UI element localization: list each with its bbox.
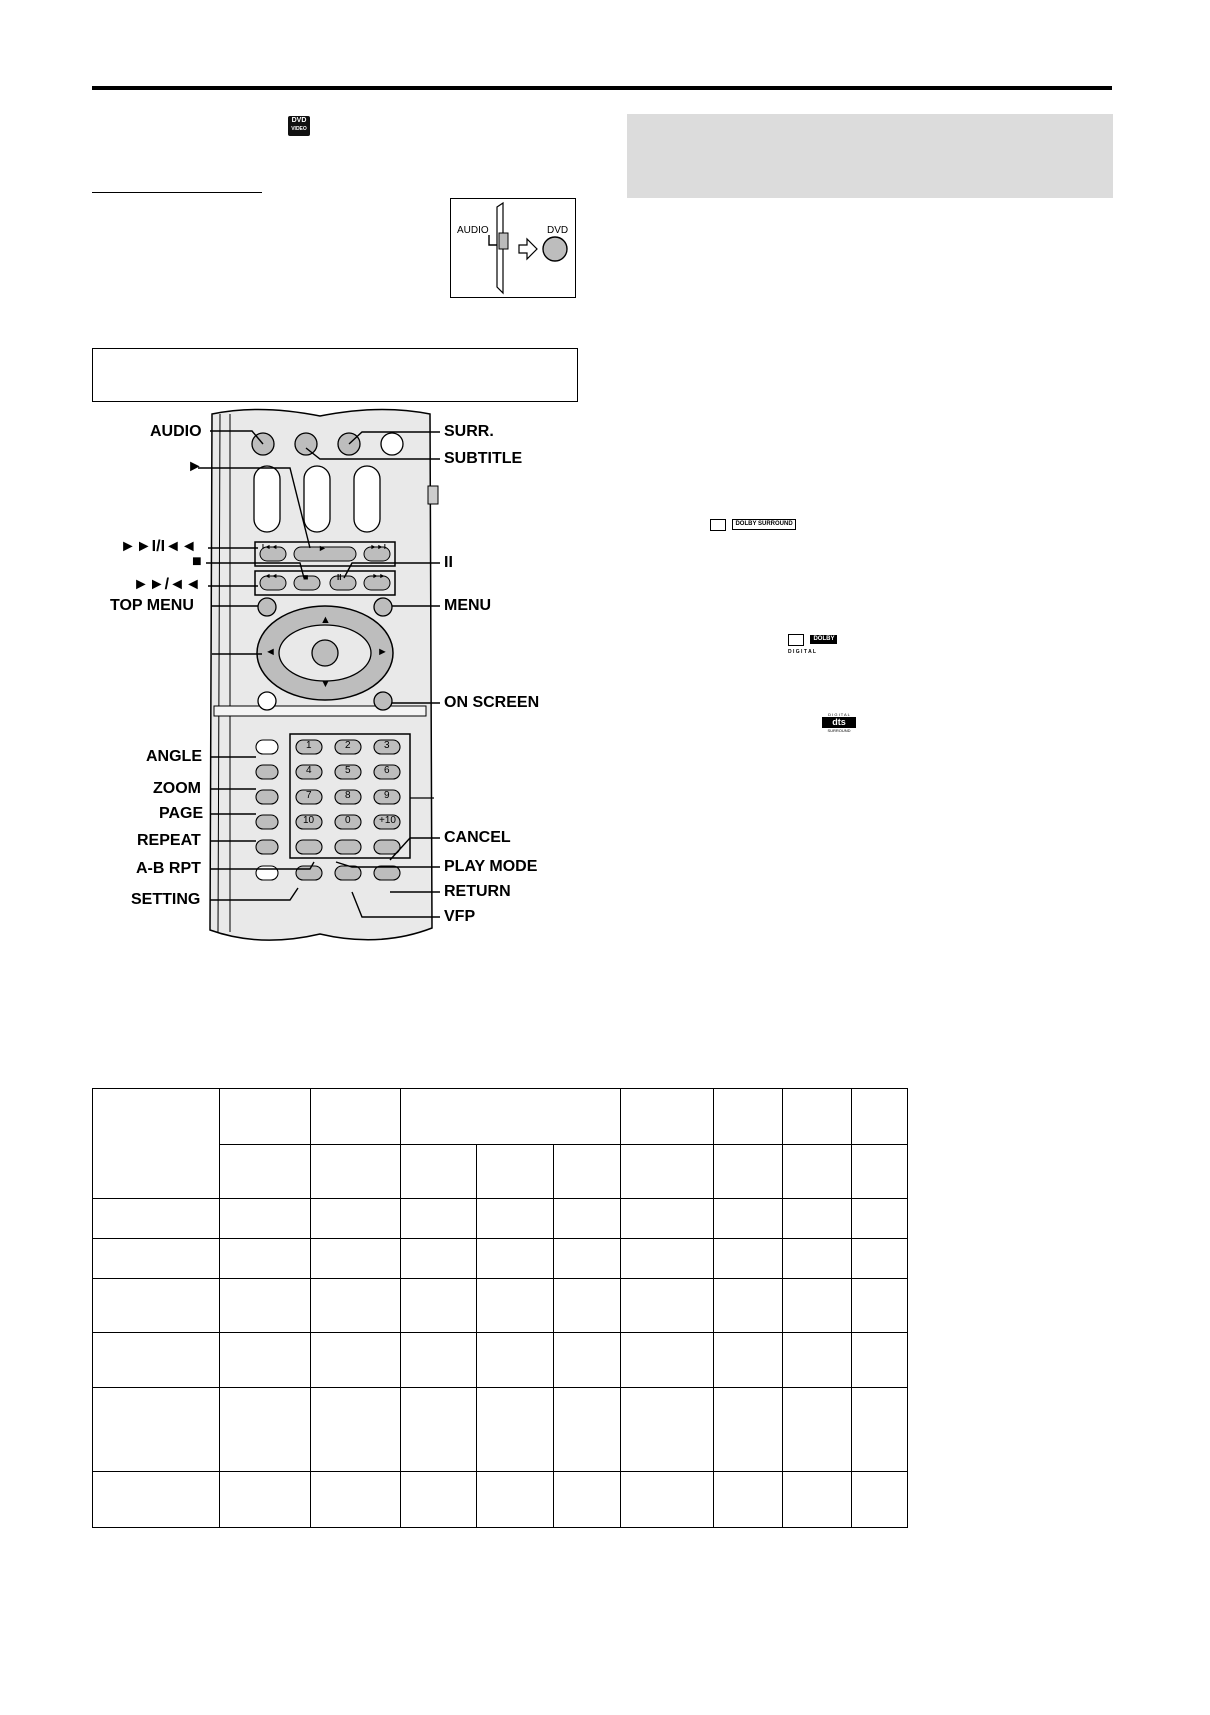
key-4[interactable]: 4 [306,765,312,776]
stop-icon[interactable]: ■ [303,572,309,582]
dts-top-text: D I G I T A L [828,712,850,717]
table-cell [311,1145,401,1199]
dts-bottom-text: SURROUND [827,728,851,733]
rewind-icon[interactable]: ◄◄ [264,573,278,580]
table-cell [220,1333,311,1388]
key-2[interactable]: 2 [345,740,351,751]
table-cell [220,1089,311,1145]
label-zoom: ZOOM [153,780,201,797]
table-row [93,1199,908,1239]
table-cell [554,1472,621,1528]
table-cell [477,1239,554,1279]
dts-logo [822,712,856,733]
table-cell [93,1239,220,1279]
dolby-digital-bottom-text: D I G I T A L [788,649,816,655]
key-5[interactable]: 5 [345,765,351,776]
table-cell [783,1388,852,1472]
key-1[interactable]: 1 [306,740,312,751]
table-row [93,1279,908,1333]
table-cell [554,1239,621,1279]
switch-audio-label: AUDIO [457,225,489,236]
label-skip: ►►I/I◄◄ [120,538,197,555]
dvd-badge-line2: VIDEO [291,126,307,132]
table-cell [621,1145,714,1199]
table-cell [477,1333,554,1388]
table-cell [783,1279,852,1333]
table-cell [401,1472,477,1528]
table-cell [783,1089,852,1145]
label-on-screen: ON SCREEN [444,694,540,711]
nav-right-icon[interactable]: ► [377,646,388,658]
table-cell [220,1145,311,1199]
table-cell [220,1388,311,1472]
table-cell [852,1472,908,1528]
table-row [93,1089,908,1145]
dvd-badge-line1: DVD [291,117,307,124]
skip-back-icon[interactable]: I◄◄ [262,544,278,551]
table-cell [783,1239,852,1279]
key-0[interactable]: 0 [345,815,351,826]
table-cell [401,1199,477,1239]
dts-mid-text: dts [822,717,856,728]
dolby-digital-double-d-icon [788,634,804,646]
table-cell [554,1145,621,1199]
key-8[interactable]: 8 [345,790,351,801]
table-cell [311,1239,401,1279]
nav-down-icon[interactable]: ▼ [320,678,331,690]
table-cell [93,1279,220,1333]
table-cell [401,1089,621,1145]
table-cell [401,1333,477,1388]
table-cell [93,1472,220,1528]
label-angle: ANGLE [146,748,202,765]
table-cell [714,1333,783,1388]
table-cell [477,1279,554,1333]
table-cell [477,1145,554,1199]
table-cell [621,1333,714,1388]
label-pause: II [444,554,453,571]
table-cell [714,1199,783,1239]
table-row [93,1472,908,1528]
audio-format-table [92,1088,908,1528]
table-cell [852,1089,908,1145]
table-cell [311,1199,401,1239]
table-cell [477,1472,554,1528]
switch-dvd-label: DVD [547,225,569,236]
table-cell [621,1279,714,1333]
table-cell [93,1199,220,1239]
table-row [93,1239,908,1279]
table-cell [621,1089,714,1145]
label-return: RETURN [444,883,511,900]
play-icon[interactable]: ► [318,543,327,553]
label-menu: MENU [444,597,492,614]
table-cell [852,1388,908,1472]
table-cell [554,1388,621,1472]
table-cell [311,1388,401,1472]
label-ab-rpt: A-B RPT [136,860,201,877]
table-cell [220,1239,311,1279]
dolby-surround-text: DOLBY SURROUND [732,519,795,530]
table-cell [311,1472,401,1528]
skip-forward-icon[interactable]: ►►I [370,544,386,551]
table-cell [220,1472,311,1528]
label-repeat: REPEAT [137,832,201,849]
table-cell [554,1279,621,1333]
table-cell [714,1239,783,1279]
fast-forward-icon[interactable]: ►► [372,573,386,580]
table-cell [714,1279,783,1333]
table-cell [621,1199,714,1239]
key-plus10[interactable]: +10 [379,815,396,826]
table-cell [714,1472,783,1528]
table-cell [93,1388,220,1472]
table-cell [220,1279,311,1333]
table-cell [783,1333,852,1388]
key-10[interactable]: 10 [303,815,315,826]
table-cell [852,1279,908,1333]
table-cell [311,1333,401,1388]
table-cell [401,1145,477,1199]
table-cell [783,1472,852,1528]
table-cell [220,1199,311,1239]
label-cancel: CANCEL [444,829,511,846]
label-play-mode: PLAY MODE [444,858,538,875]
label-audio: AUDIO [150,423,202,440]
label-surr: SURR. [444,423,494,440]
table-row [93,1333,908,1388]
dolby-surround-logo [710,516,796,528]
table-cell [852,1145,908,1199]
label-setting: SETTING [131,891,201,908]
table-cell [621,1388,714,1472]
table-cell [93,1089,220,1199]
table-cell [477,1199,554,1239]
key-6[interactable]: 6 [384,765,390,776]
label-play: ► [187,458,203,475]
table-cell [554,1199,621,1239]
table-cell [554,1333,621,1388]
table-cell [401,1279,477,1333]
label-search: ►►/◄◄ [133,576,201,593]
nav-left-icon[interactable]: ◄ [265,646,276,658]
table-cell [311,1279,401,1333]
key-3[interactable]: 3 [384,740,390,751]
table-cell [783,1145,852,1199]
key-7[interactable]: 7 [306,790,312,801]
nav-up-icon[interactable]: ▲ [320,614,331,626]
table-row [93,1388,908,1472]
table-cell [714,1388,783,1472]
table-cell [714,1145,783,1199]
table-cell [783,1199,852,1239]
dolby-digital-top-text: DOLBY [810,635,837,644]
label-page: PAGE [159,805,204,822]
table-cell [621,1239,714,1279]
table-cell [621,1472,714,1528]
table-cell [852,1333,908,1388]
dolby-double-d-icon [710,519,726,531]
dolby-digital-logo [788,631,858,655]
table-cell [852,1199,908,1239]
key-9[interactable]: 9 [384,790,390,801]
table-cell [93,1333,220,1388]
pause-icon[interactable]: II [337,573,342,582]
table-cell [401,1239,477,1279]
label-top-menu: TOP MENU [110,597,194,614]
table-cell [714,1089,783,1145]
table-cell [311,1089,401,1145]
label-stop: ■ [192,553,202,570]
table-cell [852,1239,908,1279]
table-cell [477,1388,554,1472]
label-vfp: VFP [444,908,476,925]
table-cell [401,1388,477,1472]
label-subtitle: SUBTITLE [444,450,523,467]
